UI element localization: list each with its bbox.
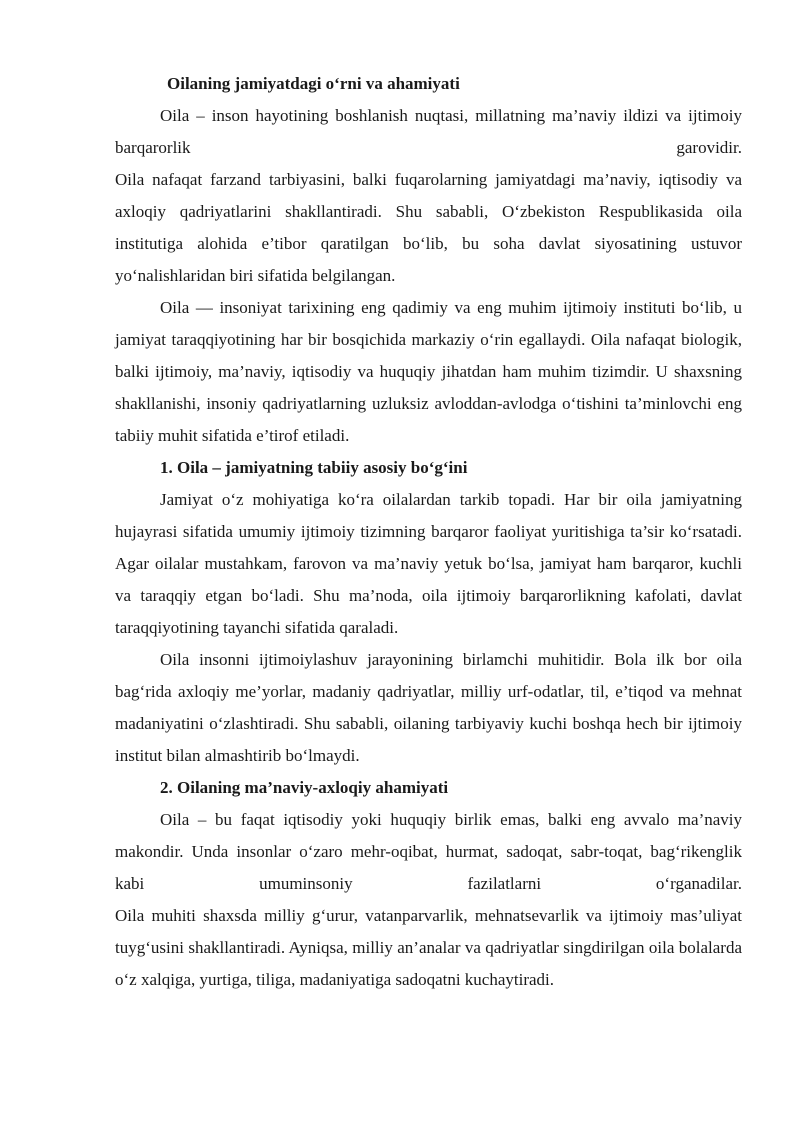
section-2-paragraph-1-first <box>115 804 742 900</box>
section-2-paragraph-1-text: Oila – bu faqat iqtisodiy yoki huquqiy birlik emas, balki eng avvalo ma’naviy makondir. Unda insonlar o‘zaro mehr-oqibat, hurmat, sadoqat, sabr-toqat, bag‘rikenglik kabi umuminsoniy fazilatlarni o‘rganadilar. <box>115 810 742 893</box>
paragraph-oila-instituti: Oila — insoniyat tarixining eng qadimiy va eng muhim ijtimoiy instituti bo‘lib, u jamiyat taraqqiyotining har bir bosqichida markaziy o‘rin egallaydi. Oila nafaqat biologik, balki ijtimoiy, ma’naviy, iqtisodiy va huquqiy jihatdan ham muhim tizimdir. U shaxsning shakllanishi, insoniy qadriyatlarning uzluksiz avloddan-avlodga o‘tishini ta’minlovchi eng tabiiy muhit sifatida e’tirof etiladi. <box>115 298 742 445</box>
intro-paragraph-continuation: Oila nafaqat farzand tarbiyasini, balki fuqarolarning jamiyatdagi ma’naviy, iqtisodiy va axloqiy qadriyatlarini shakllantiradi. Shu sababli, O‘zbekiston Respublikasida oila institutiga alohida e’tibor qaratilgan bo‘lib, bu soha davlat siyosatining ustuvor yo‘nalishlaridan biri sifatida belgilangan. <box>115 170 742 285</box>
document-page <box>115 68 742 996</box>
intro-paragraph <box>115 100 742 292</box>
intro-paragraph-text: Oila – inson hayotining boshlanish nuqtasi, millatning ma’naviy ildizi va ijtimoiy barqarorlik garovidir. <box>115 106 742 157</box>
section-2-heading: 2. Oilaning ma’naviy-axloqiy ahamiyati <box>160 778 449 797</box>
intro-paragraph-first-line <box>115 100 742 164</box>
section-1-paragraph-1: Jamiyat o‘z mohiyatiga ko‘ra oilalardan tarkib topadi. Har bir oila jamiyatning hujayrasi sifatida umumiy ijtimoiy tizimning barqaror faoliyat yuritishiga ta’sir ko‘rsatadi. Agar oilalar mustahkam, farovon va ma’naviy yetuk bo‘lsa, jamiyat ham barqaror, kuchli va taraqqiy etgan bo‘ladi. Shu ma’noda, oila ijtimoiy barqarorlikning kafolati, davlat taraqqiyotining tayanchi sifatida qaraladi. <box>115 490 742 637</box>
section-2-paragraph-1-continuation: Oila muhiti shaxsda milliy g‘urur, vatanparvarlik, mehnatsevarlik va ijtimoiy mas’uliyat tuyg‘usini shakllantiradi. Ayniqsa, milliy an’analar va qadriyatlar singdirilgan oila bolalarda o‘z xalqiga, yurtiga, tiliga, madaniyatiga sadoqatni kuchaytiradi. <box>115 906 742 989</box>
document-title: Oilaning jamiyatdagi o‘rni va ahamiyati <box>167 74 460 93</box>
section-1-paragraph-2: Oila insonni ijtimoiylashuv jarayonining birlamchi muhitidir. Bola ilk bor oila bag‘rida axloqiy me’yorlar, madaniy qadriyatlar, milliy urf-odatlar, til, e’tiqod va mehnat madaniyatini o‘zlashtiradi. Shu sababli, oilaning tarbiyaviy kuchi boshqa hech bir ijtimoiy institut bilan almashtirib bo‘lmaydi. <box>115 650 742 765</box>
section-1-heading: 1. Oila – jamiyatning tabiiy asosiy bo‘g‘ini <box>160 458 468 477</box>
